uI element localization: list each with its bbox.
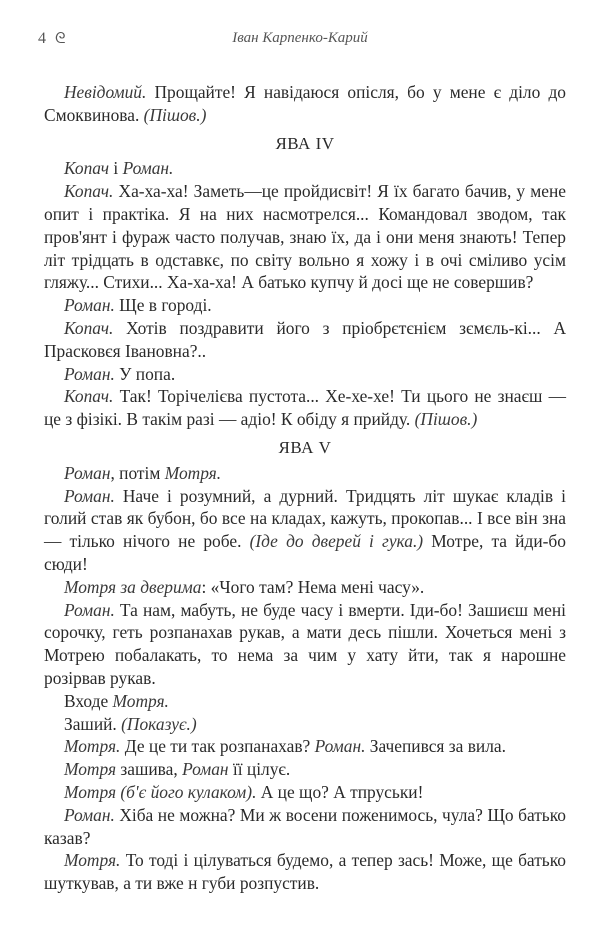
paragraph: Роман. Ще в городі. xyxy=(64,295,212,316)
stage-direction: (Пішов.) xyxy=(414,409,478,430)
paragraph: Мотря. То тоді і цілуваться будемо, а тепер зась! Може, ще батько шуткував, а ти вже н губи розпустив. xyxy=(44,850,566,894)
speaker: Мотря (б'є його кулаком). xyxy=(64,781,257,802)
paragraph: Невідомий. Прощайте! Я навідаюся опісля, бо у мене є діло до Смоквинова. (Пішов.) xyxy=(44,82,566,125)
speaker: Копач. xyxy=(64,386,114,407)
paragraph: Роман. Хіба не можна? Ми ж восени поженимось, чула? Що батько казав? xyxy=(44,804,566,848)
play-text xyxy=(44,81,566,895)
speaker: Роман. xyxy=(64,599,115,620)
stage-direction: (Пішов.) xyxy=(143,104,207,125)
speaker: Мотря. xyxy=(64,850,121,871)
paragraph: Входе Мотря. xyxy=(64,690,169,711)
speaker: Роман. xyxy=(64,363,115,384)
scene-heading: ЯВА V xyxy=(278,437,332,457)
paragraph: Мотря за дверима: «Чого там? Нема мені часу». xyxy=(64,576,425,597)
paragraph: Копач і Роман. xyxy=(64,158,174,179)
speaker: Роман. xyxy=(64,485,115,506)
paragraph: Копач. Так! Торічелієва пустота... Хе-хе-хе! Ти цього не знаєш — це з фізікі. В такім разі — адіо! К обіду я прийду. (Пішов.) xyxy=(44,386,566,430)
speaker: Мотря за дверима xyxy=(64,576,202,597)
paragraph: Роман, потім Мотря. xyxy=(64,462,222,483)
speaker: Невідомий. xyxy=(64,82,147,102)
speaker: Мотря. xyxy=(64,736,121,757)
paragraph: Заший. (Показує.) xyxy=(64,713,197,734)
paragraph: Мотря. Де це ти так розпанахав? Роман. Зачепився за вила. xyxy=(64,736,506,757)
ornament-icon: ᘓ xyxy=(55,31,66,47)
speaker: Копач. xyxy=(64,317,114,338)
stage-direction: (Показує.) xyxy=(121,713,197,734)
stage-direction: (Іде до дверей і гука.) xyxy=(249,531,424,552)
scene-heading: ЯВА IV xyxy=(275,133,335,153)
page-number: 4 xyxy=(38,30,46,47)
running-header xyxy=(38,30,562,54)
speaker: Роман. xyxy=(64,295,115,316)
paragraph: Роман. Та нам, мабуть, не буде часу і вмерти. Іди-бо! Зашиєш мені сорочку, геть розпанахав рукав, а мати десь пішли. Хочеться мені з Мотрею побалакать, то нема за чим у хату йти, так я нарошне розірвав рукав. xyxy=(44,599,566,688)
speaker: Копач. xyxy=(64,181,114,202)
paragraph: Копач. Ха-ха-ха! Заметь—це пройдисвіт! Я їх багато бачив, у мене опит і практіка. Я на них насмотрелся... Командовал зводом, так пров'янт і фураж часто получав, знаю їх, да і они меня знають! Тепер літ трідцать в одставкє, по світу вольно я хожу і в очі сміливо усім гляжу... Стихи... Ха-ха-ха! А батько купчу й досі ще не совершив? xyxy=(44,181,566,293)
paragraph: Роман. У попа. xyxy=(64,363,176,384)
paragraph: Мотря зашива, Роман її цілує. xyxy=(64,759,291,780)
speaker: Роман. xyxy=(314,736,366,757)
speaker: Роман. xyxy=(64,804,115,825)
running-title: Іван Карпенко-Карий xyxy=(232,30,368,46)
paragraph: Мотря (б'є його кулаком). А це що? А тпруськи! xyxy=(64,781,424,802)
paragraph: Роман. Наче і розумний, а дурний. Тридцять літ шукає кладів і голий став як бубон, бо все на кладах, кажуть, прокопав... І все він зна — тілько нічого не робе. (Іде до дверей і гука.) Мотре, та йди-бо сюди! xyxy=(44,485,566,574)
paragraph: Копач. Хотів поздравити його з пріобрєтєнієм зємєль-кі... А Прасковєя Івановна?.. xyxy=(44,317,566,361)
